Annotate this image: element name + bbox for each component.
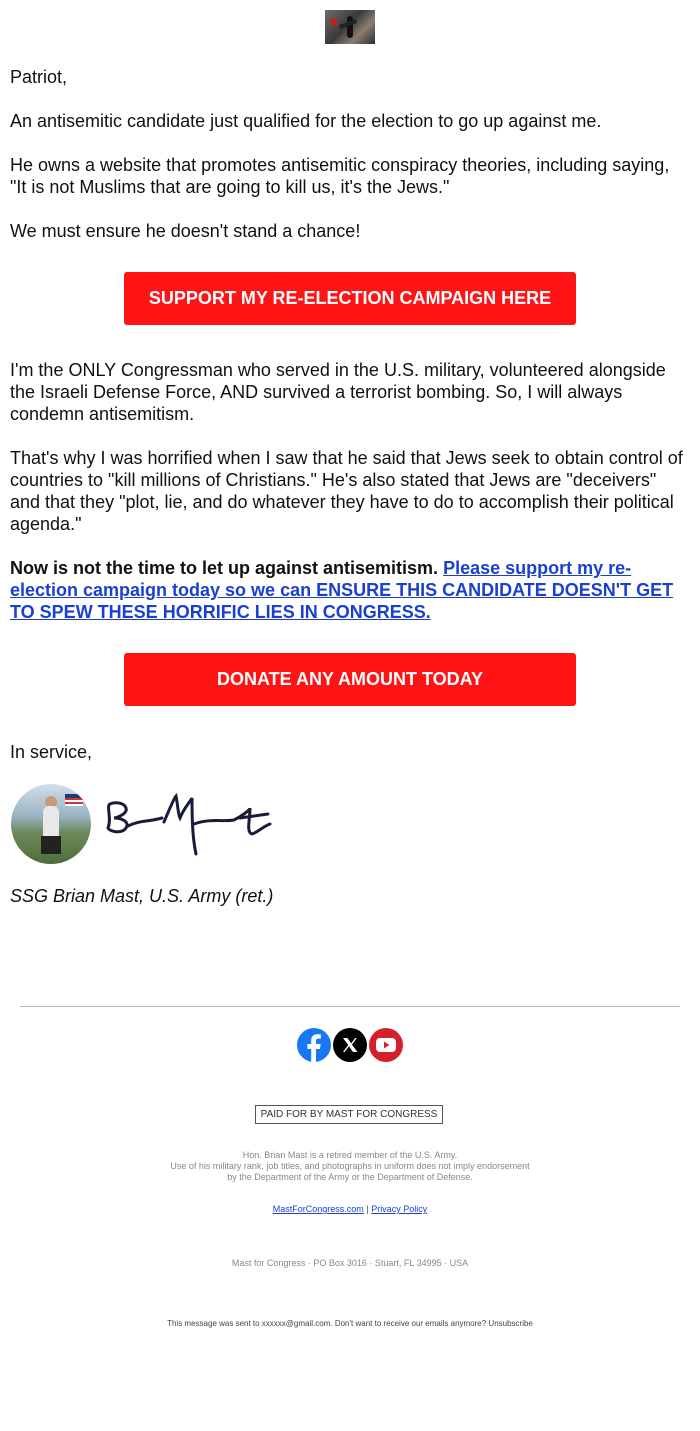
- donate-button[interactable]: DONATE ANY AMOUNT TODAY: [124, 653, 576, 706]
- paid-for-disclaimer: PAID FOR BY MAST FOR CONGRESS: [255, 1105, 443, 1124]
- handwritten-signature: [100, 788, 280, 868]
- footer-link-separator: |: [366, 1204, 369, 1214]
- youtube-icon[interactable]: [369, 1028, 403, 1062]
- paragraph-6-bold: Now is not the time to let up against antisemitism.: [10, 558, 439, 578]
- greeting: Patriot,: [10, 67, 68, 87]
- unsubscribe-notice[interactable]: This message was sent to xxxxxx@gmail.com. Don't want to receive our emails anymore? Unsubscribe: [167, 1319, 533, 1328]
- x-icon[interactable]: [333, 1028, 367, 1062]
- disclaimer-line-3: by the Department of the Army or the Department of Defense.: [227, 1172, 473, 1182]
- footer-divider: [20, 1006, 680, 1007]
- support-campaign-link[interactable]: Please support my re-election campaign today so we can ENSURE THIS CANDIDATE DOESN'T GET TO SPEW THESE HORRIFIC LIES IN CONGRESS.: [10, 558, 674, 622]
- paragraph-4: I'm the ONLY Congressman who served in the U.S. military, volunteered alongside the Israeli Defense Force, AND survived a terrorist bombing. So, I will always condemn antisemitism.: [10, 360, 666, 424]
- paragraph-2: He owns a website that promotes antisemitic conspiracy theories, including saying, "It is not Muslims that are going to kill us, it's the Jews.": [10, 155, 670, 197]
- privacy-policy-link[interactable]: Privacy Policy: [371, 1204, 428, 1214]
- paragraph-6: [10, 557, 690, 623]
- disclaimer-line-2: Use of his military rank, job titles, and photographs in uniform does not imply endorsement: [170, 1161, 530, 1171]
- header-photo: [325, 10, 375, 44]
- paragraph-1: An antisemitic candidate just qualified for the election to go up against me.: [10, 111, 602, 131]
- website-link[interactable]: MastForCongress.com: [272, 1204, 364, 1214]
- paragraph-5: That's why I was horrified when I saw that he said that Jews seek to obtain control of countries to "kill millions of Christians." He's also stated that Jews are "deceivers" and that they "plot, lie, and do whatever they have to do to accomplish their political agenda.": [10, 448, 683, 534]
- closing: In service,: [10, 742, 93, 762]
- paragraph-3: We must ensure he doesn't stand a chance!: [10, 221, 361, 241]
- facebook-icon[interactable]: [297, 1028, 331, 1062]
- support-campaign-button[interactable]: SUPPORT MY RE-ELECTION CAMPAIGN HERE: [124, 272, 576, 325]
- disclaimer-line-1: Hon. Brian Mast is a retired member of the U.S. Army.: [242, 1150, 458, 1160]
- avatar: [11, 784, 91, 864]
- mailing-address: Mast for Congress · PO Box 3016 · Stuart, FL 34995 · USA: [231, 1258, 469, 1268]
- signature-name: SSG Brian Mast, U.S. Army (ret.): [10, 886, 274, 906]
- footer-links: [0, 1204, 700, 1214]
